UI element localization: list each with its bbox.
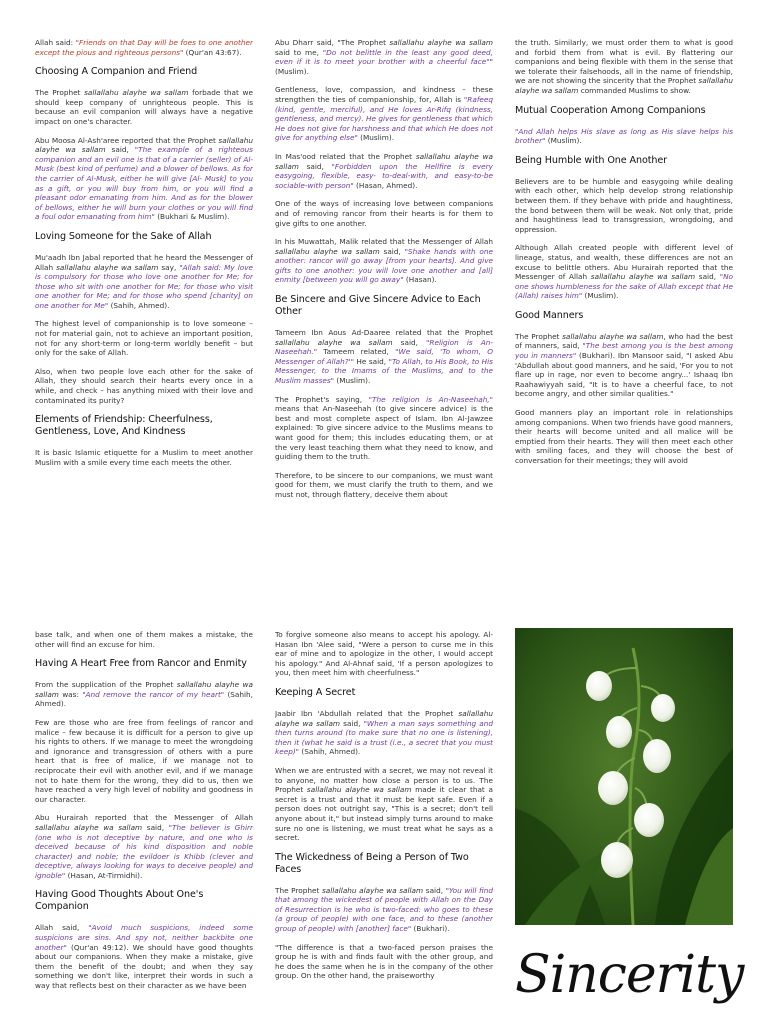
paragraph: Tameem Ibn Aous Ad-Daaree related that the Prophet sallallahu alayhe wa sallam said, "Religion is An-Naseehah." Tameem related, "We said, 'To whom, O Messenger of Allah?'" He said, "To Allah, to His Book, to His Messenger, to the Imams of the Muslims, and to the Muslim masses" (Muslim). xyxy=(275,328,493,386)
paragraph: The Prophet sallallahu alayhe wa sallam said, "You will find that among the wickedest of people with Allah on the Day of Resurrection is he who is two-faced: who goes to these (a group of people) with one face, and to these (another group of people) with [another] face" (Bukhari). xyxy=(275,885,493,934)
paragraph: Also, when two people love each other for the sake of Allah, they should search their hearts every once in a while, and check – has anything mixed with their love and contaminated its purity? xyxy=(35,366,253,405)
paragraph: the truth. Similarly, we must order them to what is good and forbid them from what is evil. By flattering our companions and being flexible with them in the sense that we tolerate their falsehoods, all in the name of friendship, we are not showing the sincerity that the Prophet sallallahu alayhe wa sallam commanded Muslims to show. xyxy=(515,38,733,95)
article-column-3 xyxy=(515,38,733,554)
quote: "Friends on that Day will be foes to one another except the pious and righteous persons" xyxy=(35,38,253,57)
quote: "Rafeeq (kind, gentle, merciful), and He loves Ar-Rifq (kindness, gentleness, and mercy). He gives for gentleness that which He does not give for harshness and that which He does not give for anything else" xyxy=(275,94,493,143)
section-heading: The Wickedness of Being a Person of Two Faces xyxy=(275,851,469,875)
quote: "You will find that among the wickedest of people with Allah on the Day of Resurrection is he who is two-faced: who goes to these (a group of people) with one face, and to these (another group of people) with [another] face" xyxy=(275,885,493,934)
paragraph: When we are entrusted with a secret, we may not reveal it to anyone, no matter how close a person is to us. The Prophet sallallahu alayhe wa sallam made it clear that a secret is a trust and that it must be kept safe. Even if a person does not outright say, "This is a secret; don't tell anyone about it," but instead simply turns around to make sure no one is listening, we must treat what he says as a secret. xyxy=(275,765,493,843)
section-heading: Choosing A Companion and Friend xyxy=(35,66,198,78)
section-heading: Elements of Friendship: Cheerfulness, Gentleness, Love, And Kindness xyxy=(35,414,213,438)
quote: "And remove the rancor of my heart" xyxy=(82,689,225,699)
paragraph: Few are those who are free from feelings of rancor and malice – few because it is difficult for a person to give up his rights to others. If we manage to meet the wrongdoing and ignorance and transgression of others with a pure heart that is free of malice, if we manage not to reciprocate their evil with another evil, and if we manage not to hate them for the wrong, they did to us, then we have reached a very high level of nobility and goodness in our character. xyxy=(35,717,253,804)
paragraph: base talk, and when one of them makes a mistake, the other will find an excuse for him. xyxy=(35,630,253,649)
quote: "Shake hands with one another: rancor will go away [from your hearts]. And give gifts to one another: you will love one another and [all] enmity [between you will go away" xyxy=(275,246,493,285)
quote: "Avoid much suspicions, indeed some suspicions are sins. And spy not, neither backbite one another" xyxy=(35,923,253,952)
quote: "Do not belittle in the least any good deed, even if it is to meet your brother with a cheerful face" xyxy=(275,47,493,67)
paragraph: Allah said, "Avoid much suspicions, indeed some suspicions are sins. And spy not, neither backbite one another" (Qur'an 49:12). We should have good thoughts about our companions. When they make a mistake, give them the benefit of the doubt; and when they say something we don't like, interpret their words in such a way that reflects best on their character as we have been xyxy=(35,923,253,991)
paragraph: Believers are to be humble and easygoing while dealing with each other, which help develop strong relationship between them. If they behave with pride and haughtiness, the bond between them will be weak. Not only that, pride and haughtiness lead to transgression, wrongdoing, and oppression. xyxy=(515,176,733,234)
article-column-2 xyxy=(275,38,493,554)
section-heading: Loving Someone for the Sake of Allah xyxy=(35,230,212,242)
paragraph: Abu Hurairah reported that the Messenger of Allah sallallahu alayhe wa sallam said, "The believer is Ghirr (one who is not deceptive by nature, and one who is deceived because of his kind disposition and noble character) and noble; the evildoer is Khibb (clever and deceptive, always looking for ways to deceive people) and ignoble" (Hasan, At-Tirmidhi). xyxy=(35,813,253,880)
quote: "Religion is An-Naseehah." xyxy=(275,337,493,357)
quote: "And Allah helps His slave as long as His slave helps his brother" xyxy=(515,126,733,146)
quote: "When a man says something and then turns around (to make sure that no one is listening), then it (what he said is a trust (i.e., a secret that you must keep)" xyxy=(275,718,493,757)
paragraph: The Prophet sallallahu alayhe wa sallam, who had the best of manners, said, "The best among you is the best among you in manners" (Bukhari). Ibn Mansoor said, "I asked Abu 'Abdullah about good manners, and he said, 'For you to not flare up in rage, nor even to become angry...' Ishaaq Ibn Raahawiyyah said, "It is to have a cheerful face, to not become angry, and other similar qualities." xyxy=(515,331,733,399)
section-heading: Mutual Cooperation Among Companions xyxy=(515,104,706,116)
paragraph: Therefore, to be sincere to our companions, we must want good for them, we must clarify the truth to them, and we must not, through flattery, deceive them about xyxy=(275,470,493,499)
quote: "Allah said: My love is compulsory for those who love one another for Me; for those who sit with one another for Me; for those who visit one another for Me; and for those who spend [charity] on one another for Me" xyxy=(35,262,253,310)
paragraph: The highest level of companionship is to love someone – not for material gain, not to achieve an important position, not for any short-term or long-term worldly benefit – but only for the sake of Allah. xyxy=(35,319,253,358)
paragraph: Abu Dharr said, "The Prophet sallallahu alayhe wa sallam said to me, "Do not belittle in the least any good deed, even if it is to meet your brother with a cheerful face"" (Muslim). xyxy=(275,38,493,76)
quote: "To Allah, to His Book, to His Messenger, to the Imams of the Muslims, and to the Muslim masses" xyxy=(275,356,493,386)
quote: "The example of a righteous companion and an evil one is that of a carrier (seller) of Al-Musk (best kind of perfume) and a blower of bellows. As for the carrier of Al-Musk, either he will give [Al- Musk] to you as a gift, or you will buy from him, or you will find a pleasant odor emanating from him. And as for the blower of bellows, either he will burn your clothes or you will find a foul odor emanating from him" xyxy=(35,145,253,222)
article-column-1 xyxy=(35,38,253,554)
section-heading: Be Sincere and Give Sincere Advice to Each Other xyxy=(275,294,481,318)
paragraph: The Prophet's saying, "The religion is An-Naseehah," means that An-Naseehah (to give sincere advice) is the best and most complete aspect of Islam. Ibn Al-Jawzee explained: To give sincere advice to the Muslims means to want good for them; this includes educating them, or at the very least teaching them what they need to know, and guiding them to the truth. xyxy=(275,394,493,462)
paragraph: Although Allah created people with different level of lineage, status, and wealth, these differences are not an excuse to belittle others. Abu Hurairah reported that the Messenger of Allah sallallahu alayhe wa sallam said, "No one shows humbleness for the sake of Allah except that He (Allah) raises him" (Muslim). xyxy=(515,243,733,301)
paragraph: Abu Moosa Al-Ash'aree reported that the Prophet sallallahu alayhe wa sallam said, "The example of a righteous companion and an evil one is that of a carrier (seller) of Al-Musk (best kind of perfume) and a blower of bellows. As for the carrier of Al-Musk, either he will give [Al- Musk] to you as a gift, or you will buy from him, or you will find a pleasant odor emanating from him. And as for the blower of bellows, either he will burn your clothes or you will find a foul odor emanating from him" (Bukhari & Muslim). xyxy=(35,135,253,222)
paragraph: Mu'aadh Ibn Jabal reported that he heard the Messenger of Allah sallallahu alayhe wa sallam say, "Allah said: My love is compulsory for those who love one another for Me; for those who sit with one another for Me; for those who visit one another for Me; and for those who spend [charity] on one another for Me" (Sahih, Ahmed). xyxy=(35,252,253,310)
paragraph: In his Muwattah, Malik related that the Messenger of Allah sallallahu alayhe wa sallam said, "Shake hands with one another: rancor will go away [from your hearts]. And give gifts to one another: you will love one another and [all] enmity [between you will go away" (Hasan). xyxy=(275,237,493,285)
section-heading: Keeping A Secret xyxy=(275,686,356,698)
paragraph: "And Allah helps His slave as long as His slave helps his brother" (Muslim). xyxy=(515,126,733,146)
quote: "The religion is An-Naseehah," xyxy=(368,394,493,404)
quote: "The best among you is the best among you in manners" xyxy=(515,341,733,361)
article-column-4 xyxy=(35,630,253,1024)
paragraph: From the supplication of the Prophet sallallahu alayhe wa sallam was: "And remove the rancor of my heart" (Sahih, Ahmed). xyxy=(35,680,253,709)
section-heading: Good Manners xyxy=(515,309,584,321)
quote: "No one shows humbleness for the sake of Allah except that He (Allah) raises him" xyxy=(515,272,733,301)
paragraph: Good manners play an important role in relationships among companions. When two friends have good manners, their hearts will become united and all malice will be emptied from their hearts. They will then meet each other with smiling faces, and they will choose the best of conversation for their meetings; they will avoid xyxy=(515,408,733,465)
section-heading: Having A Heart Free from Rancor and Enmity xyxy=(35,658,247,670)
paragraph: Allah said: "Friends on that Day will be foes to one another except the pious and righteous persons" (Qur'an 43:67). xyxy=(35,38,253,57)
paragraph: In Mas'ood related that the Prophet sallallahu alayhe wa sallam said, "Forbidden upon the Hellfire is every easygoing, flexible, easy- to-deal-with, and easy-to-be sociable-with person" (Hasan, Ahmed). xyxy=(275,151,493,190)
article-column-5 xyxy=(275,630,493,1024)
paragraph: The Prophet sallallahu alayhe wa sallam forbade that we should keep company of unrighteous people. This is because an evil companion will always have a negative impact on one's character. xyxy=(35,88,253,126)
paragraph: "The difference is that a two-faced person praises the group he is with and finds fault with the other group, and he does the same when he is in the company of the other group. On the other hand, the praiseworthy xyxy=(275,942,493,981)
lily-of-the-valley-photo xyxy=(515,628,733,925)
quote: "We said, 'To whom, O Messenger of Allah?'" xyxy=(275,347,493,366)
paragraph: To forgive someone also means to accept his apology. Al-Hasan Ibn 'Alee said, "Were a person to curse me in this ear of mine and to apologize in the other, I would accept his apology." And Al-Ahnaf said, 'If a person apologizes to you, then meet him with cheerfulness." xyxy=(275,630,493,678)
paragraph: It is basic Islamic etiquette for a Muslim to meet another Muslim with a smile every time each meets the other. xyxy=(35,448,253,467)
paragraph: Jaabir Ibn 'Abdullah related that the Prophet sallallahu alayhe wa sallam said, "When a man says something and then turns around (to make sure that no one is listening), then it (what he said is a trust (i.e., a secret that you must keep)" (Sahih, Ahmed). xyxy=(275,708,493,757)
section-heading: Being Humble with One Another xyxy=(515,154,668,166)
paragraph: One of the ways of increasing love between companions and of removing rancor from their hearts is for them to give gifts to one another. xyxy=(275,199,493,228)
flower-illustration xyxy=(515,628,733,925)
sincerity-title: Sincerity xyxy=(515,945,744,1005)
quote: "Forbidden upon the Hellfire is every easygoing, flexible, easy- to-deal-with, and easy-to-be sociable-with person" xyxy=(275,161,493,190)
quote: "The believer is Ghirr (one who is not deceptive by nature, and one who is deceived because of his kind disposition and noble character) and noble; the evildoer is Khibb (clever and deceptive, always looking for ways to deceive people) and ignoble" xyxy=(35,822,253,880)
paragraph: Gentleness, love, compassion, and kindness – these strengthen the ties of companionship, for, Allah is "Rafeeq (kind, gentle, merciful), and He loves Ar-Rifq (kindness, gentleness, and mercy). He gives for gentleness that which He does not give for harshness and that which He does not give for anything else" (Muslim). xyxy=(275,85,493,143)
section-heading: Having Good Thoughts About One's Companion xyxy=(35,889,204,913)
